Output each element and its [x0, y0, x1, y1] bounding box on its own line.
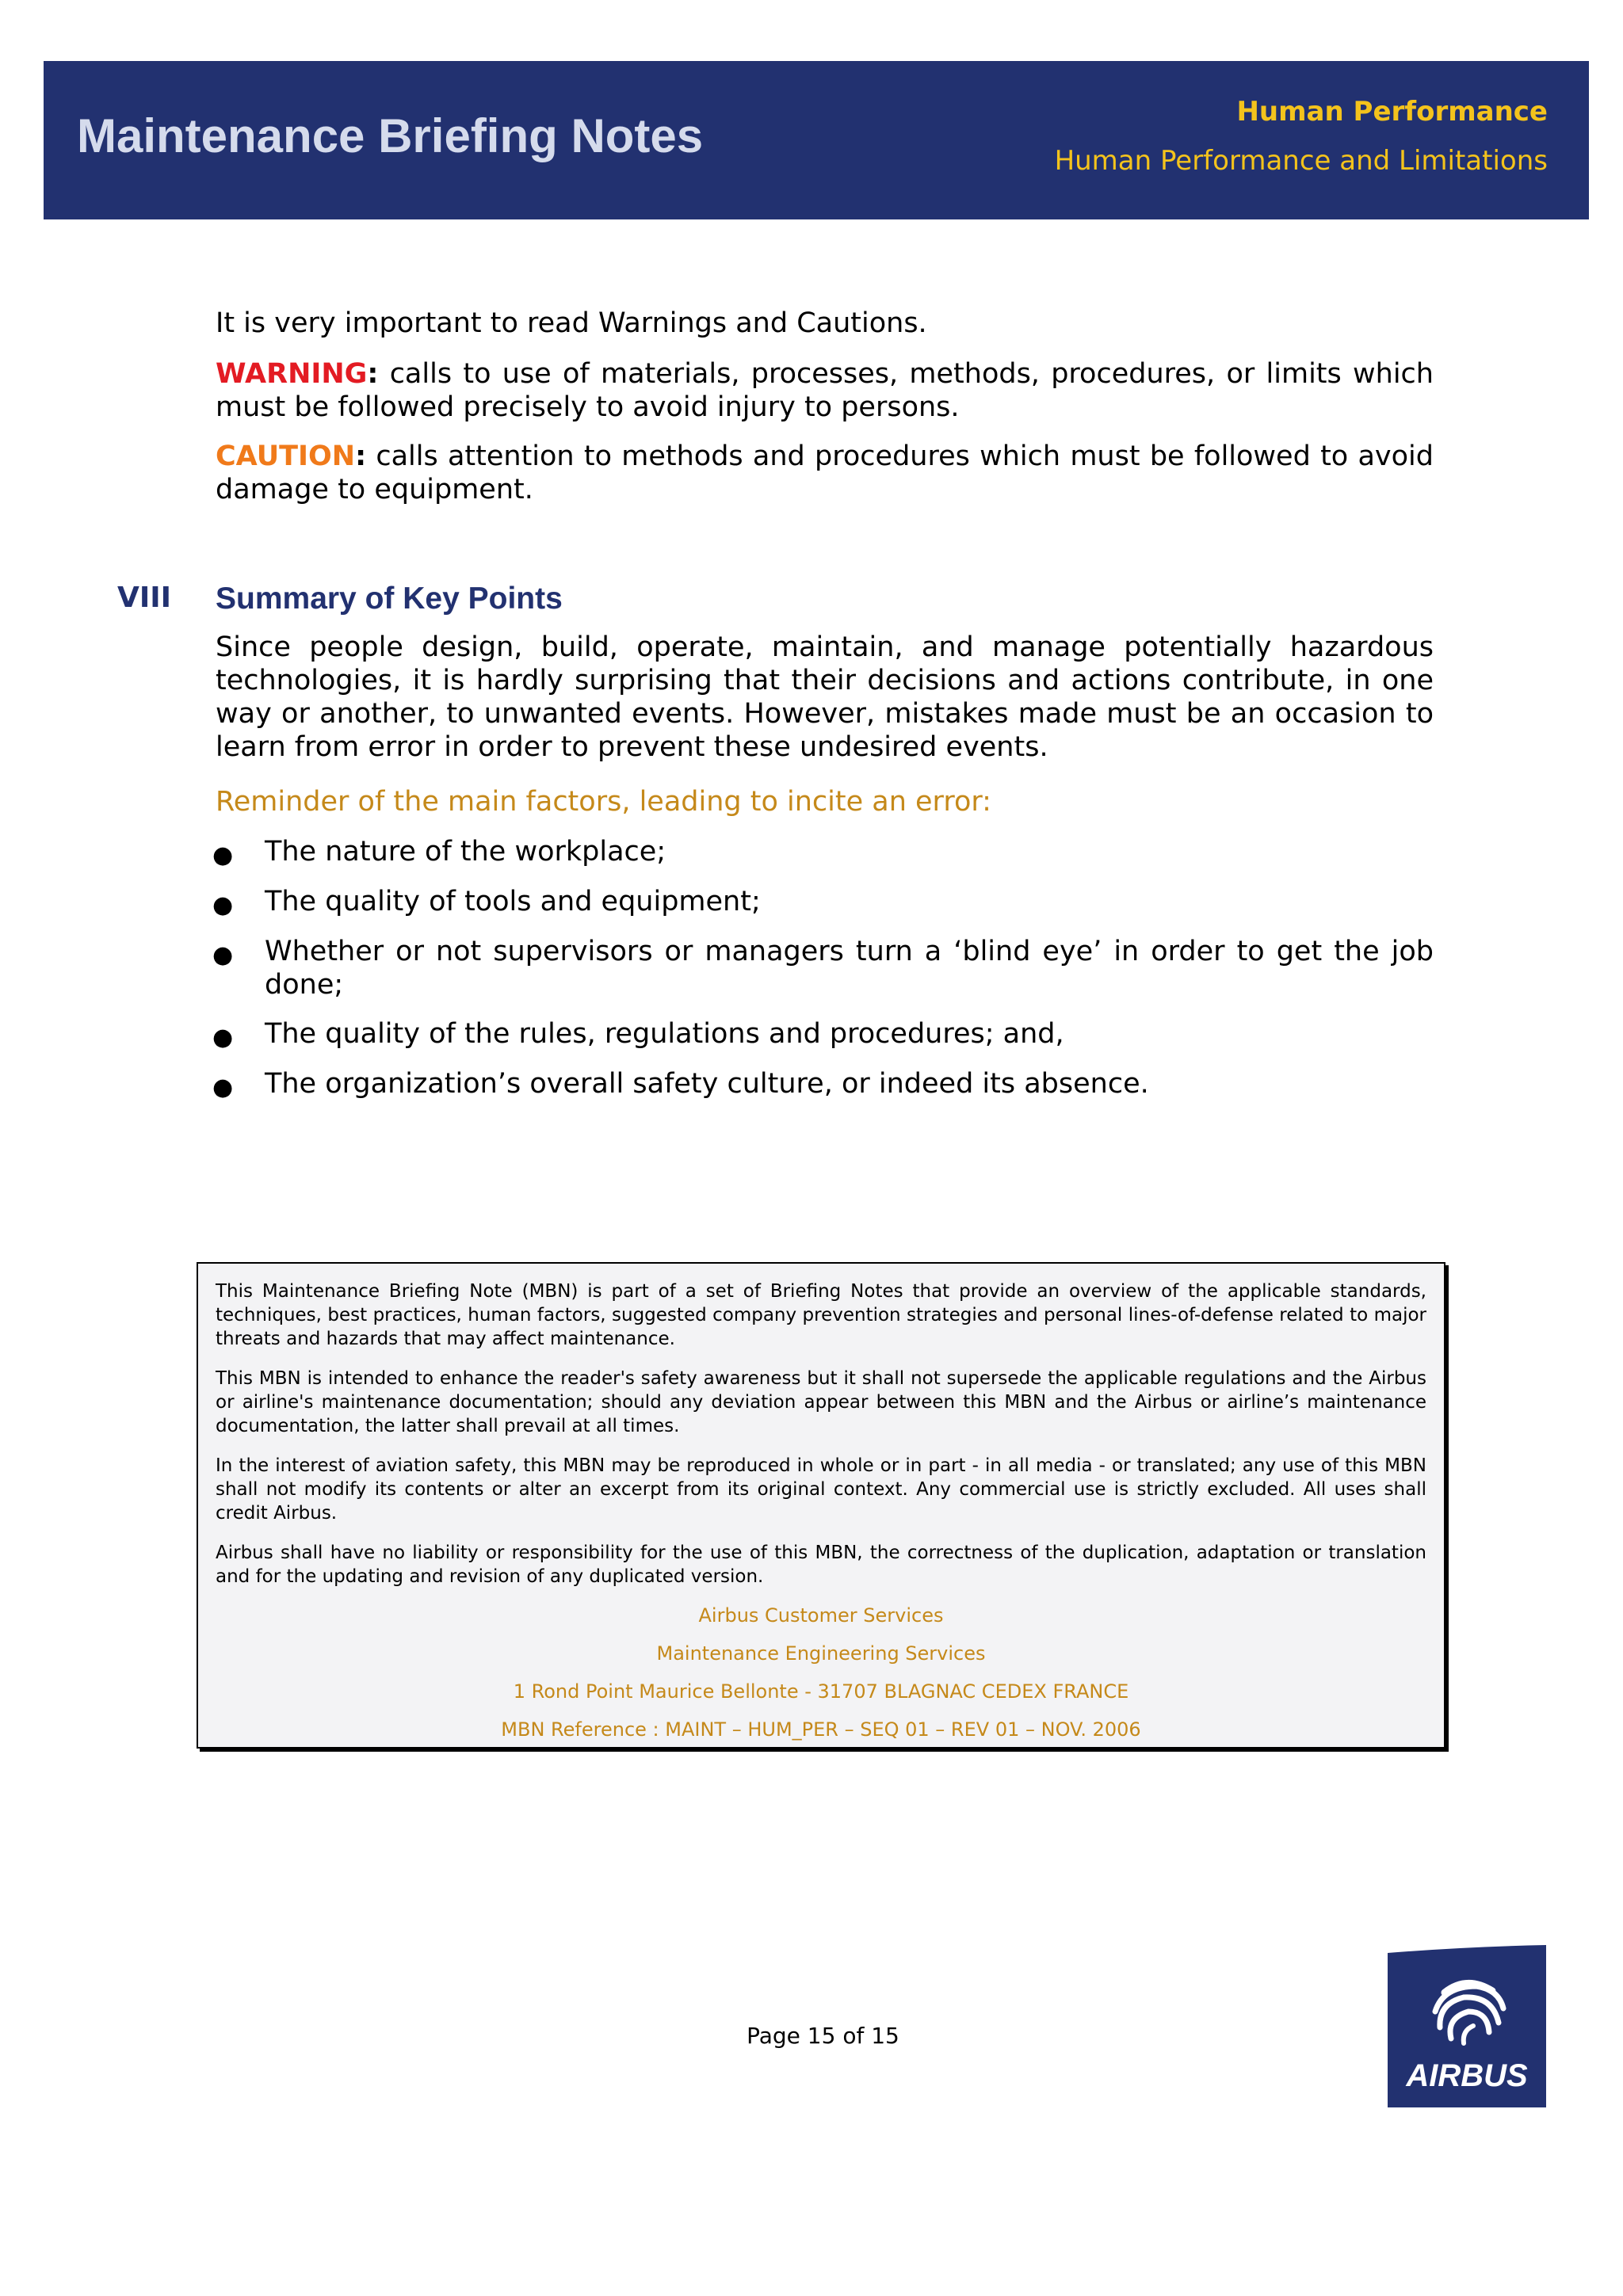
- caution-paragraph: CAUTION: calls attention to methods and procedures which must be followed to avoid damage to equipment.: [216, 441, 1434, 505]
- bullet-item: The organization’s overall safety culture, or indeed its absence.: [265, 1068, 1149, 1100]
- disclaimer-paragraph: This MBN is intended to enhance the reader's safety awareness but it shall not supersede the applicable regulations and the Airbus or airline's maintenance documentation; should any deviation appear between this MBN and the Airbus or airline’s maintenance documentation, the latter shall prevail at all times.: [216, 1368, 1426, 1436]
- page-number: Page 15 of 15: [747, 2023, 899, 2049]
- disclaimer-paragraph: Airbus shall have no liability or responsibility for the use of this MBN, the correctness of the duplication, adaptation or translation and for the updating and revision of any duplicated version.: [216, 1543, 1426, 1587]
- address-line: 1 Rond Point Maurice Bellonte - 31707 BLAGNAC CEDEX FRANCE: [513, 1680, 1129, 1703]
- reminder-heading: Reminder of the main factors, leading to incite an error:: [216, 786, 991, 818]
- section-title: Summary of Key Points: [216, 582, 563, 616]
- address-line: Airbus Customer Services: [698, 1604, 944, 1627]
- disclaimer-box: [197, 1262, 1445, 1749]
- warning-keyword: WARNING: [216, 358, 368, 390]
- bullet-item: The quality of tools and equipment;: [265, 886, 761, 917]
- logo-text: AIRBUS: [1406, 2058, 1528, 2093]
- bullet-marker: ●: [212, 1024, 234, 1051]
- document-title: Maintenance Briefing Notes: [77, 109, 704, 162]
- page-header: [44, 61, 1589, 219]
- bullet-item: The quality of the rules, regulations and procedures; and,: [265, 1018, 1064, 1050]
- caution-keyword: CAUTION: [216, 441, 356, 472]
- bullet-item: Whether or not supervisors or managers turn a ‘blind eye’ in order to get the job done;: [265, 936, 1434, 1001]
- caution-text: calls attention to methods and procedures which must be followed to avoid damage to equipment.: [216, 441, 1434, 505]
- bullet-marker: ●: [212, 941, 234, 969]
- warning-text: calls to use of materials, processes, methods, procedures, or limits which must be followed precisely to avoid injury to persons.: [216, 358, 1434, 423]
- header-subtitle: Human Performance and Limitations: [1054, 145, 1548, 177]
- bullet-marker: ●: [212, 841, 234, 869]
- bullet-marker: ●: [212, 1074, 234, 1101]
- disclaimer-paragraph: In the interest of aviation safety, this MBN may be reproduced in whole or in part - in all media - or translated; any use of this MBN shall not modify its contents or alter an excerpt from its original context. Any commercial use is strictly excluded. All uses shall credit Airbus.: [216, 1455, 1426, 1524]
- address-line: Maintenance Engineering Services: [656, 1642, 986, 1665]
- airbus-swirl-icon: [1388, 1945, 1546, 2111]
- warning-paragraph: WARNING: calls to use of materials, processes, methods, procedures, or limits which must be followed precisely to avoid injury to persons.: [216, 358, 1434, 423]
- intro-sentence: It is very important to read Warnings and Cautions.: [216, 307, 927, 339]
- bullet-marker: ●: [212, 891, 234, 919]
- header-right: [1055, 96, 1548, 177]
- header-category: Human Performance: [1236, 96, 1548, 128]
- airbus-logo: [1388, 1945, 1546, 2115]
- section-number: VIII: [117, 582, 172, 614]
- summary-paragraph: Since people design, build, operate, maintain, and manage potentially hazardous technologies, it is hardly surprising that their decisions and actions contribute, in one way or another, to unwanted events. However, mistakes made must be an occasion to learn from error in order to prevent these undesired events.: [216, 631, 1434, 763]
- bullet-item: The nature of the workplace;: [265, 836, 666, 868]
- disclaimer-paragraph: This Maintenance Briefing Note (MBN) is part of a set of Briefing Notes that provide an overview of the applicable standards, techniques, best practices, human factors, suggested company prevention strategies and personal lines-of-defense related to major threats and hazards that may affect maintenance.: [216, 1281, 1426, 1349]
- address-line: MBN Reference : MAINT – HUM_PER – SEQ 01 – REV 01 – NOV. 2006: [501, 1718, 1141, 1741]
